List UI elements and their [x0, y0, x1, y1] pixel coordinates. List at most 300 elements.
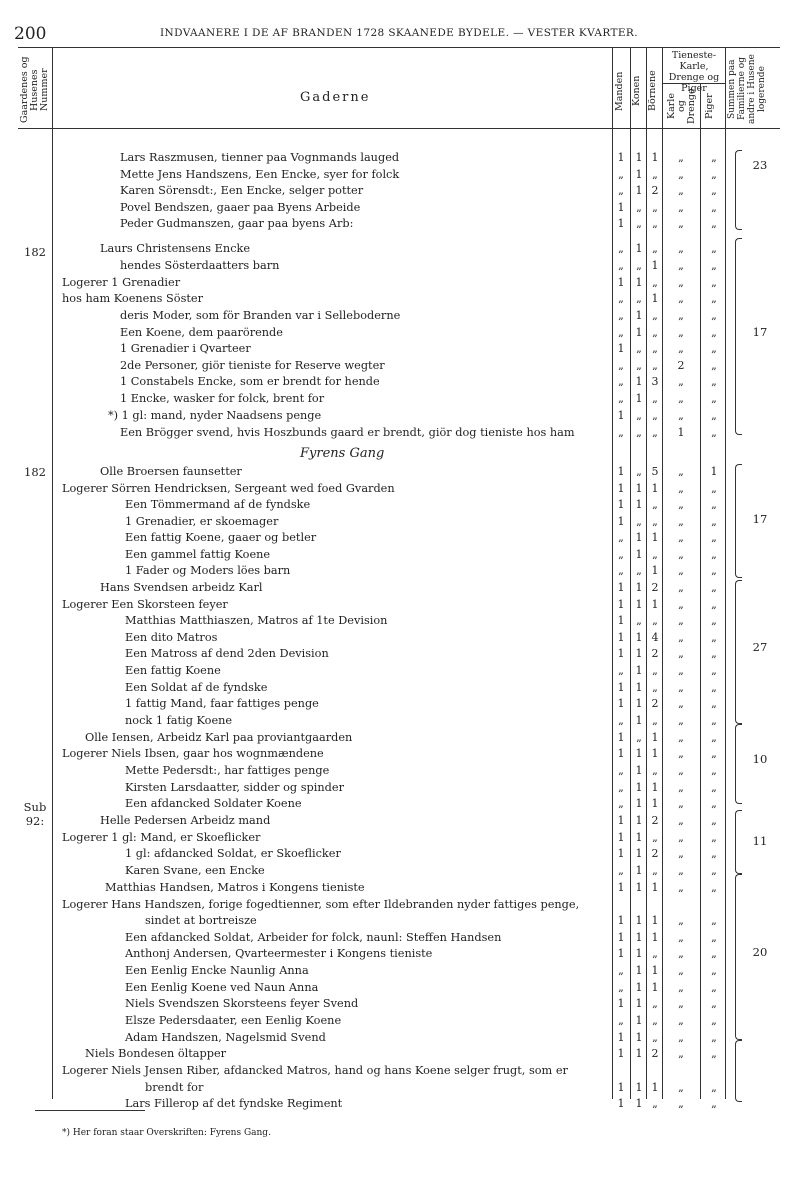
count-p: „	[711, 581, 717, 594]
table-row	[0, 930, 800, 946]
count-kd: „	[678, 201, 684, 214]
count-m: 1	[617, 1047, 625, 1060]
count-m: „	[618, 326, 624, 339]
count-b: 2	[651, 814, 659, 827]
count-p: „	[711, 548, 717, 561]
row-text: 1 gl: afdancked Soldat, er Skoeflicker	[125, 847, 341, 860]
header-total: Summen paa Familierne og andre i Husene logerende	[727, 54, 767, 124]
row-text: 1 Fader og Moders löes barn	[125, 564, 291, 577]
row-text: Een fattig Koene, gaaer og betler	[125, 531, 317, 544]
row-text: 1 Grenadier, er skoemager	[125, 515, 279, 528]
row-text: Een Koene, dem paarörende	[120, 326, 283, 339]
count-kd: „	[678, 531, 684, 544]
count-k: 1	[635, 864, 643, 877]
count-kd: „	[678, 964, 684, 977]
count-k: 1	[635, 1081, 643, 1094]
header-top-rule	[18, 47, 780, 48]
count-m: 1	[617, 997, 625, 1010]
count-p: 1	[710, 465, 718, 478]
table-row	[0, 481, 800, 497]
count-kd: „	[678, 814, 684, 827]
group-sum: 23	[752, 158, 768, 172]
table-row	[0, 530, 800, 546]
row-text: Karen Svane, een Encke	[125, 864, 265, 877]
count-b: 1	[651, 292, 659, 305]
count-kd: „	[678, 1031, 684, 1044]
count-k: 1	[635, 309, 643, 322]
house-number: 182	[24, 465, 46, 479]
table-row	[0, 730, 800, 746]
count-p: „	[711, 1031, 717, 1044]
table-row	[0, 913, 800, 929]
count-b: „	[652, 1014, 658, 1027]
count-kd: „	[678, 581, 684, 594]
row-text: Olle Broersen faunsetter	[100, 465, 242, 478]
count-k: 1	[635, 548, 643, 561]
count-b: 3	[651, 375, 659, 388]
count-k: „	[636, 731, 642, 744]
header-bottom-rule	[18, 128, 780, 129]
count-m: „	[618, 548, 624, 561]
count-kd: „	[678, 276, 684, 289]
count-kd: „	[678, 731, 684, 744]
count-m: „	[618, 259, 624, 272]
count-kd: „	[678, 482, 684, 495]
count-k: 1	[635, 714, 643, 727]
count-m: 1	[617, 598, 625, 611]
count-kd: „	[678, 614, 684, 627]
count-m: „	[618, 764, 624, 777]
count-k: 1	[635, 631, 643, 644]
count-kd: „	[678, 681, 684, 694]
count-kd: „	[678, 598, 684, 611]
count-k: 1	[635, 997, 643, 1010]
row-text: Logerer Niels Ibsen, gaar hos wognmændene	[62, 747, 324, 760]
count-p: „	[711, 747, 717, 760]
row-text: Peder Gudmanszen, gaar paa byens Arb:	[120, 217, 354, 230]
row-text: 2de Personer, giör tieniste for Reserve wegter	[120, 359, 385, 372]
group-sum: 20	[752, 945, 768, 959]
count-k: „	[636, 614, 642, 627]
count-b: 1	[651, 259, 659, 272]
count-p: „	[711, 392, 717, 405]
count-m: 1	[617, 276, 625, 289]
row-text: Matthias Handsen, Matros i Kongens tieniste	[105, 881, 365, 894]
count-kd: „	[678, 548, 684, 561]
count-kd: „	[678, 664, 684, 677]
count-b: 4	[651, 631, 659, 644]
count-p: „	[711, 531, 717, 544]
count-k: 1	[635, 392, 643, 405]
count-kd: „	[678, 242, 684, 255]
header-husband: Manden	[614, 71, 625, 111]
count-p: „	[711, 1014, 717, 1027]
count-b: „	[652, 242, 658, 255]
table-row	[0, 275, 800, 291]
count-k: 1	[635, 598, 643, 611]
table-row	[0, 183, 800, 199]
count-b: 2	[651, 697, 659, 710]
count-b: „	[652, 409, 658, 422]
row-text: Hans Svendsen arbeidz Karl	[100, 581, 263, 594]
count-b: „	[652, 276, 658, 289]
table-row	[0, 663, 800, 679]
count-k: 1	[635, 1097, 643, 1110]
row-text: Karen Sörensdt:, Een Encke, selger potter	[120, 184, 364, 197]
count-m: 1	[617, 831, 625, 844]
footnote-rule	[35, 1110, 145, 1111]
count-p: „	[711, 292, 717, 305]
count-b: „	[652, 864, 658, 877]
count-m: 1	[617, 731, 625, 744]
table-row	[0, 1080, 800, 1096]
header-children: Börnene	[647, 70, 658, 112]
count-k: 1	[635, 242, 643, 255]
table-row	[0, 713, 800, 729]
page-number: 200	[14, 24, 47, 44]
count-p: „	[711, 681, 717, 694]
count-m: 1	[617, 1081, 625, 1094]
row-text: Een Matross af dend 2den Devision	[125, 647, 329, 660]
count-kd: „	[678, 409, 684, 422]
header-wife: Konen	[631, 75, 642, 107]
count-p: „	[711, 1047, 717, 1060]
count-m: „	[618, 797, 624, 810]
count-p: „	[711, 409, 717, 422]
row-text: Niels Bondesen öltapper	[85, 1047, 227, 1060]
count-k: 1	[635, 964, 643, 977]
row-text: Een gammel fattig Koene	[125, 548, 271, 561]
count-m: 1	[617, 697, 625, 710]
count-m: „	[618, 714, 624, 727]
table-row	[0, 613, 800, 629]
count-b: 5	[651, 465, 659, 478]
count-kd: „	[678, 947, 684, 960]
group-sum: 11	[752, 834, 768, 848]
row-text: Logerer Niels Jensen Riber, afdancked Matros, hand og hans Koene selger frugt, som er	[62, 1064, 568, 1077]
count-b: „	[652, 548, 658, 561]
table-row	[0, 813, 800, 829]
footnote: *) Her foran staar Overskriften: Fyrens Gang.	[62, 1128, 271, 1138]
count-k: 1	[635, 831, 643, 844]
count-b: „	[652, 614, 658, 627]
count-p: „	[711, 426, 717, 439]
count-k: 1	[635, 531, 643, 544]
count-kd: „	[678, 914, 684, 927]
table-row	[0, 580, 800, 596]
count-kd: „	[678, 1047, 684, 1060]
table-row	[0, 358, 800, 374]
count-kd: „	[678, 342, 684, 355]
count-kd: „	[678, 697, 684, 710]
table-row	[0, 464, 800, 480]
count-b: „	[652, 997, 658, 1010]
header-servant-men: Karle og Drenge	[666, 88, 697, 124]
row-text: Elsze Pedersdaater, een Eenlig Koene	[125, 1014, 342, 1027]
row-text: nock 1 fatig Koene	[125, 714, 233, 727]
count-b: „	[652, 168, 658, 181]
count-k: 1	[635, 664, 643, 677]
count-b: „	[652, 217, 658, 230]
count-m: „	[618, 781, 624, 794]
row-text: Helle Pedersen Arbeidz mand	[100, 814, 271, 827]
count-k: „	[636, 564, 642, 577]
count-b: 1	[651, 1081, 659, 1094]
row-text: Een Soldat af de fyndske	[125, 681, 268, 694]
row-text: Een Tömmermand af de fyndske	[125, 498, 311, 511]
table-row	[0, 646, 800, 662]
count-kd: „	[678, 515, 684, 528]
count-m: „	[618, 1014, 624, 1027]
count-p: „	[711, 964, 717, 977]
count-kd: 1	[677, 426, 685, 439]
count-b: „	[652, 392, 658, 405]
count-m: 1	[617, 847, 625, 860]
count-p: „	[711, 342, 717, 355]
count-k: „	[636, 342, 642, 355]
table-row	[0, 425, 800, 441]
count-b: „	[652, 1031, 658, 1044]
count-m: „	[618, 168, 624, 181]
count-m: 1	[617, 647, 625, 660]
table-row	[0, 497, 800, 513]
row-text: Olle Iensen, Arbeidz Karl paa proviantgaarden	[85, 731, 353, 744]
count-b: „	[652, 326, 658, 339]
count-m: 1	[617, 747, 625, 760]
count-b: „	[652, 309, 658, 322]
row-text: brendt for	[145, 1081, 204, 1094]
count-m: 1	[617, 681, 625, 694]
table-row	[0, 946, 800, 962]
count-kd: „	[678, 847, 684, 860]
count-b: 1	[651, 564, 659, 577]
count-p: „	[711, 881, 717, 894]
count-b: 1	[651, 482, 659, 495]
count-k: „	[636, 292, 642, 305]
table-row	[0, 963, 800, 979]
count-b: „	[652, 426, 658, 439]
count-k: 1	[635, 681, 643, 694]
count-p: „	[711, 326, 717, 339]
count-p: „	[711, 947, 717, 960]
count-p: „	[711, 731, 717, 744]
count-kd: „	[678, 151, 684, 164]
row-text: Mette Pedersdt:, har fattiges penge	[125, 764, 330, 777]
count-p: „	[711, 359, 717, 372]
row-text: 1 fattig Mand, faar fattiges penge	[125, 697, 319, 710]
count-b: „	[652, 681, 658, 694]
table-row	[0, 547, 800, 563]
count-k: „	[636, 515, 642, 528]
row-text: 1 Encke, wasker for folck, brent for	[120, 392, 325, 405]
count-kd: „	[678, 1014, 684, 1027]
count-k: „	[636, 259, 642, 272]
count-k: „	[636, 201, 642, 214]
table-row	[0, 1013, 800, 1029]
count-b: „	[652, 664, 658, 677]
count-m: 1	[617, 947, 625, 960]
count-m: 1	[617, 151, 625, 164]
count-m: „	[618, 964, 624, 977]
count-kd: „	[678, 831, 684, 844]
count-p: „	[711, 482, 717, 495]
count-k: 1	[635, 981, 643, 994]
count-k: 1	[635, 947, 643, 960]
count-kd: „	[678, 981, 684, 994]
count-b: 1	[651, 931, 659, 944]
count-b: 1	[651, 881, 659, 894]
count-k: „	[636, 359, 642, 372]
count-p: „	[711, 697, 717, 710]
count-k: 1	[635, 914, 643, 927]
count-p: „	[711, 631, 717, 644]
count-kd: „	[678, 781, 684, 794]
row-text: Lars Raszmusen, tienner paa Vognmands lauged	[120, 151, 400, 164]
row-text: *) 1 gl: mand, nyder Naadsens penge	[108, 409, 322, 422]
count-kd: „	[678, 564, 684, 577]
count-k: 1	[635, 1031, 643, 1044]
count-kd: „	[678, 168, 684, 181]
count-b: „	[652, 201, 658, 214]
count-p: „	[711, 847, 717, 860]
count-m: 1	[617, 631, 625, 644]
row-text: Een fattig Koene	[125, 664, 221, 677]
count-m: 1	[617, 931, 625, 944]
table-row	[0, 680, 800, 696]
count-b: 2	[651, 1047, 659, 1060]
count-kd: „	[678, 714, 684, 727]
table-row	[0, 1046, 800, 1062]
count-m: „	[618, 981, 624, 994]
table-row	[0, 880, 800, 896]
count-b: „	[652, 947, 658, 960]
count-p: „	[711, 259, 717, 272]
group-sum: 10	[752, 752, 768, 766]
count-kd: „	[678, 931, 684, 944]
header-house-number: Gaardenes og Husenes Nummer	[19, 56, 50, 124]
row-text: 1 Constabels Encke, som er brendt for hende	[120, 375, 380, 388]
row-text: Lars Fillerop af det fyndske Regiment	[125, 1097, 343, 1110]
count-m: 1	[617, 614, 625, 627]
count-p: „	[711, 914, 717, 927]
row-text: deris Moder, som för Branden var i Selleboderne	[120, 309, 401, 322]
count-b: 1	[651, 747, 659, 760]
table-row	[0, 341, 800, 357]
count-b: 2	[651, 184, 659, 197]
count-m: 1	[617, 482, 625, 495]
row-text: Matthias Matthiaszen, Matros af 1te Devision	[125, 614, 388, 627]
count-m: 1	[617, 409, 625, 422]
count-kd: „	[678, 184, 684, 197]
group-sum: 27	[752, 640, 768, 654]
count-m: 1	[617, 1031, 625, 1044]
group-sum: 17	[752, 325, 768, 339]
count-kd: „	[678, 1097, 684, 1110]
count-m: 1	[617, 515, 625, 528]
count-k: 1	[635, 931, 643, 944]
count-b: „	[652, 498, 658, 511]
count-m: „	[618, 184, 624, 197]
table-row	[0, 200, 800, 216]
count-p: „	[711, 498, 717, 511]
count-b: „	[652, 1097, 658, 1110]
count-m: 1	[617, 342, 625, 355]
count-b: 1	[651, 151, 659, 164]
count-m: „	[618, 392, 624, 405]
row-text: Een Eenlig Encke Naunlig Anna	[125, 964, 309, 977]
count-p: „	[711, 276, 717, 289]
count-p: „	[711, 515, 717, 528]
count-m: „	[618, 426, 624, 439]
count-p: „	[711, 814, 717, 827]
count-kd: „	[678, 647, 684, 660]
count-b: „	[652, 515, 658, 528]
table-row	[0, 980, 800, 996]
count-kd: „	[678, 864, 684, 877]
count-kd: 2	[677, 359, 685, 372]
count-k: 1	[635, 151, 643, 164]
count-kd: „	[678, 631, 684, 644]
count-k: 1	[635, 1014, 643, 1027]
row-text: Povel Bendszen, gaaer paa Byens Arbeide	[120, 201, 361, 214]
row-text: Niels Svendszen Skorsteens feyer Svend	[125, 997, 359, 1010]
count-p: „	[711, 647, 717, 660]
count-k: 1	[635, 647, 643, 660]
row-text: Een dito Matros	[125, 631, 218, 644]
table-row	[0, 846, 800, 862]
count-m: 1	[617, 465, 625, 478]
count-kd: „	[678, 498, 684, 511]
count-kd: „	[678, 309, 684, 322]
count-kd: „	[678, 375, 684, 388]
count-p: „	[711, 375, 717, 388]
count-b: 1	[651, 964, 659, 977]
row-text: Logerer Sörren Hendricksen, Sergeant wed foed Gvarden	[62, 482, 395, 495]
table-row	[0, 325, 800, 341]
count-kd: „	[678, 217, 684, 230]
count-p: „	[711, 309, 717, 322]
table-row	[0, 597, 800, 613]
count-m: 1	[617, 1097, 625, 1110]
row-text: Anthonj Andersen, Qvarteermester i Kongens tieniste	[125, 947, 433, 960]
count-m: 1	[617, 881, 625, 894]
count-b: 1	[651, 981, 659, 994]
table-row	[0, 630, 800, 646]
count-b: „	[652, 831, 658, 844]
count-p: „	[711, 614, 717, 627]
count-kd: „	[678, 797, 684, 810]
row-text: 1 Grenadier i Qvarteer	[120, 342, 251, 355]
table-row	[0, 696, 800, 712]
count-p: „	[711, 184, 717, 197]
table-row	[0, 216, 800, 232]
count-k: 1	[635, 764, 643, 777]
row-text: hos ham Koenens Söster	[62, 292, 203, 305]
table-row	[0, 796, 800, 812]
table-row	[0, 258, 800, 274]
count-b: 1	[651, 531, 659, 544]
count-p: „	[711, 664, 717, 677]
table-row	[0, 746, 800, 762]
count-b: „	[652, 764, 658, 777]
count-p: „	[711, 714, 717, 727]
table-row	[0, 374, 800, 390]
table-row	[0, 1030, 800, 1046]
count-b: 2	[651, 581, 659, 594]
row-text: Een afdancked Soldat, Arbeider for folck, naunl: Steffen Handsen	[125, 931, 502, 944]
row-text: Mette Jens Handszens, Een Encke, syer for folck	[120, 168, 400, 181]
count-b: „	[652, 714, 658, 727]
